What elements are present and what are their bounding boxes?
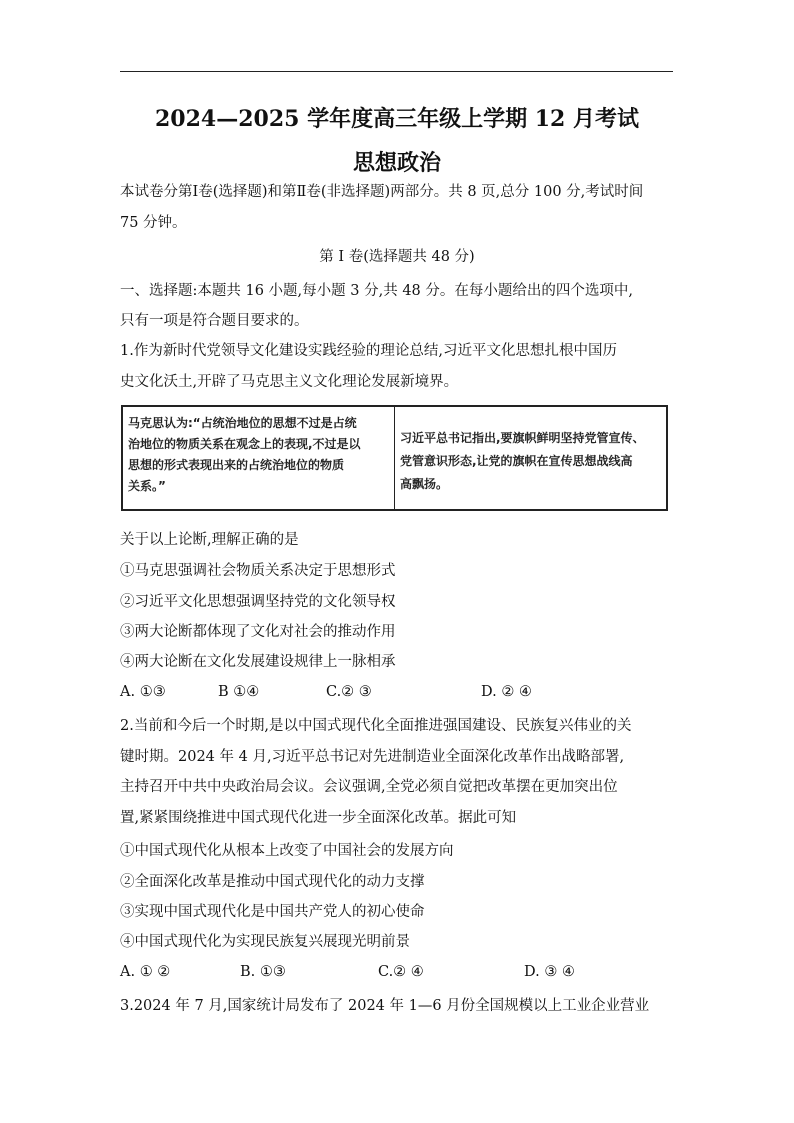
exam-subject: 思想政治 [352, 150, 441, 176]
q2-item-4: ④中国式现代化为实现民族复兴展现光明前景 [120, 934, 410, 950]
q1-item-4: ④两大论断在文化发展建设规律上一脉相承 [120, 654, 396, 670]
q1-quote-marx-line-2: 治地位的物质关系在观念上的表现,不过是以 [128, 437, 361, 451]
q1-prompt: 关于以上论断,理解正确的是 [120, 532, 299, 548]
q1-item-3: ③两大论断都体现了文化对社会的推动作用 [120, 624, 396, 640]
q2-option-b[interactable]: B. ①③ [240, 964, 286, 980]
q1-option-a[interactable]: A. ①③ [120, 684, 166, 700]
exam-title: 2024—2025 学年度高三年级上学期 12 月考试 [154, 106, 640, 132]
q2-option-a[interactable]: A. ① ② [120, 964, 171, 980]
section-intro-line-1: 一、选择题:本题共 16 小题,每小题 3 分,共 48 分。在每小题给出的四个选项中, [120, 283, 633, 299]
q1-item-1: ①马克思强调社会物质关系决定于思想形式 [120, 563, 396, 579]
q1-quote-marx-line-1: 马克思认为:“占统治地位的思想不过是占统 [128, 416, 357, 430]
section-intro-line-2: 只有一项是符合题目要求的。 [120, 313, 309, 329]
q1-quote-box [121, 405, 668, 511]
q1-quote-marx-line-3: 思想的形式表现出来的占统治地位的物质 [128, 458, 345, 472]
top-rule [120, 71, 673, 72]
section-title: 第 I 卷(选择题共 48 分) [319, 249, 475, 265]
q1-stem-line-1: 1.作为新时代党领导文化建设实践经验的理论总结,习近平文化思想扎根中国历 [120, 343, 617, 359]
q1-option-b[interactable]: B ①④ [218, 684, 260, 700]
q2-stem-line-3: 主持召开中共中央政治局会议。会议强调,全党必须自觉把改革摆在更加突出位 [120, 779, 618, 795]
q1-item-2: ②习近平文化思想强调坚持党的文化领导权 [120, 594, 396, 610]
q1-option-d[interactable]: D. ② ④ [481, 684, 532, 700]
q1-quote-xi-line-2: 党管意识形态,让党的旗帜在宣传思想战线高 [400, 454, 633, 468]
q2-stem-line-4: 置,紧紧围绕推进中国式现代化进一步全面深化改革。据此可知 [120, 810, 517, 826]
q2-option-d[interactable]: D. ③ ④ [524, 964, 575, 980]
q2-stem-line-1: 2.当前和今后一个时期,是以中国式现代化全面推进强国建设、民族复兴伟业的关 [120, 718, 632, 734]
q1-quote-xi [395, 407, 666, 509]
q1-quote-xi-line-1: 习近平总书记指出,要旗帜鲜明坚持党管宣传、 [400, 431, 645, 445]
q1-stem-line-2: 史文化沃土,开辟了马克思主义文化理论发展新境界。 [120, 374, 459, 390]
q2-option-c[interactable]: C.② ④ [378, 964, 424, 980]
intro-line-2: 75 分钟。 [120, 215, 187, 231]
intro-line-1: 本试卷分第Ⅰ卷(选择题)和第Ⅱ卷(非选择题)两部分。共 8 页,总分 100 分,考试时间 [120, 184, 644, 200]
q2-item-3: ③实现中国式现代化是中国共产党人的初心使命 [120, 904, 425, 920]
q1-quote-xi-line-3: 高飘扬。 [400, 477, 449, 491]
q1-option-c[interactable]: C.② ③ [326, 684, 372, 700]
q3-stem-line-1: 3.2024 年 7 月,国家统计局发布了 2024 年 1—6 月份全国规模以上工业企业营业 [120, 998, 650, 1014]
q1-quote-marx-line-4: 关系。” [128, 479, 166, 493]
q2-stem-line-2: 键时期。2024 年 4 月,习近平总书记对先进制造业全面深化改革作出战略部署, [120, 749, 625, 765]
q2-item-2: ②全面深化改革是推动中国式现代化的动力支撑 [120, 874, 425, 890]
q2-item-1: ①中国式现代化从根本上改变了中国社会的发展方向 [120, 843, 454, 859]
q1-quote-marx [123, 407, 395, 509]
